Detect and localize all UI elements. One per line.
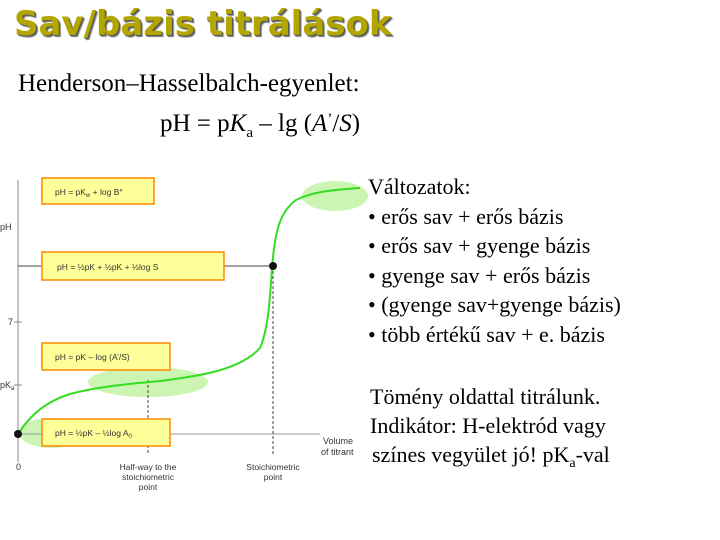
svg-text:pH = pKw + log B°: pH = $pK_w + \log B^\circ$ (55, 187, 123, 199)
titration-curve (18, 188, 360, 434)
stoich-label-line1: Stoichiometric (246, 462, 300, 472)
x-axis-label-line2: of titrant (321, 447, 354, 457)
note-line: Indikátor: H-elektród vagy (370, 413, 606, 438)
formula-box-start (42, 419, 170, 446)
variants-list (368, 172, 621, 349)
stoichiometric-point-marker (269, 262, 277, 270)
list-item: • (gyenge sav+gyenge bázis) (368, 292, 621, 317)
tick-pka-label: $pK_a$ (0, 380, 15, 392)
list-item: • erős sav + erős bázis (368, 203, 564, 229)
titration-curve-figure (0, 160, 370, 520)
svg-text:pH = pK – log (A’/S): pH = pK – log (A’/S) (55, 352, 130, 362)
highlight-top-plateau (302, 181, 368, 211)
origin-label: 0 (16, 462, 22, 472)
svg-text:pH = ½pK + ½pK + ½log S: pH = ½pK + ½pK + ½log S (57, 262, 159, 272)
titration-note (370, 382, 610, 478)
list-item: • több értékű sav + e. bázis (368, 321, 605, 347)
tick-7-label: 7 (8, 317, 14, 327)
halfway-label-line2: stoichiometric (122, 472, 174, 482)
formula-box-buffer (42, 343, 170, 370)
stoich-label-line2: point (263, 472, 283, 482)
note-line: Tömény oldattal titrálunk. (370, 384, 601, 409)
note-line: színes vegyület jó! $pK_a$-val (372, 442, 610, 471)
halfway-label-line3: point (138, 482, 158, 492)
equation-heading: Henderson–Hasselbalch-egyenlet: (18, 70, 360, 97)
halfway-label-line1: Half-way to the (119, 462, 177, 472)
variants-heading: Változatok: (368, 174, 471, 199)
henderson-hasselbalch-equation: pH = $pK_a$ – lg (A’/S) (160, 110, 361, 141)
formula-box-equivalence (42, 252, 224, 280)
y-axis-label: pH (0, 222, 12, 232)
svg-text:pH = ½pK – ½log A0: pH = ½pK – ½log $A_0$ (55, 428, 132, 440)
list-item: • erős sav + gyenge bázis (368, 233, 591, 258)
formula-box-excess-base (42, 178, 154, 204)
start-point-marker (14, 430, 22, 438)
list-item: • gyenge sav + erős bázis (368, 262, 591, 288)
x-axis-label-line1: Volume (323, 436, 354, 446)
page-title: Sav/bázis titrálások (14, 4, 392, 44)
